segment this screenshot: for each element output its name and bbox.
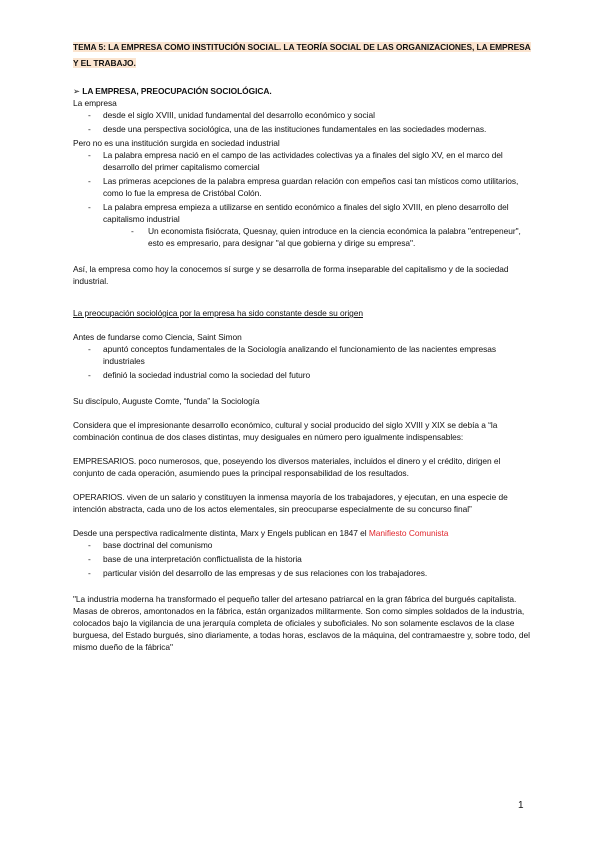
subsection-heading: La preocupación sociológica por la empresa ha sido constante desde su origen [73,308,363,318]
list-item-text: desde una perspectiva sociológica, una de las instituciones fundamentales en las sociedades modernas. [103,124,487,134]
dash-bullet: - [88,344,91,354]
list-item [73,123,533,135]
dash-bullet: - [88,568,91,578]
operarios-paragraph: OPERARIOS. viven de un salario y constituyen la inmensa mayoría de los trabajadores, y ejecutan, en una especie de intención abstracta, cada uno de los actos elementales, sin preocuparse especialmente de su concurso final” [73,492,508,514]
empresa-list [73,109,533,135]
list-item-text: apuntó conceptos fundamentales de la Sociología analizando el funcionamiento de las nacientes empresas industriales [103,344,496,366]
sub-list-item-text: Un economista fisiócrata, Quesnay, quien introduce en la ciencia económica la palabra "entrepeneur", esto es empresario, para designar "al que gobierna y dirige su empresa". [148,226,521,248]
document-title: TEMA 5: LA EMPRESA COMO INSTITUCIÓN SOCIAL. LA TEORÍA SOCIAL DE LAS ORGANIZACIONES, LA EMPRESA Y EL TRABAJO. [73,42,531,68]
list-item [73,539,533,551]
dash-bullet: - [88,540,91,550]
list-item-text: Las primeras acepciones de la palabra empresa guardan relación con empeños casi tan místicos como utilitarios, como lo fue la empresa de Cristóbal Colón. [103,176,519,198]
sub-list [73,225,533,249]
sub-list-item [73,225,533,249]
list-item-text: La palabra empresa empieza a utilizarse en sentido económico a finales del siglo XVIII, en pleno desarrollo del capitalismo industrial [103,202,509,224]
comte-quote-paragraph: Considera que el impresionante desarrollo económico, cultural y social producido del siglo XVIII y XIX se debía a “la combinación continua de dos clases distintas, muy desiguales en número pero igualmente indispensables: [73,420,498,442]
dash-bullet: - [88,554,91,564]
intro-la-empresa: La empresa [73,98,117,108]
dash-bullet: - [88,150,91,160]
list-item-text: base doctrinal del comunismo [103,540,213,550]
marx-intro-text: Desde una perspectiva radicalmente distinta, Marx y Engels publican en 1847 el [73,528,369,538]
empresarios-paragraph: EMPRESARIOS. poco numerosos, que, poseyendo los diversos materiales, incluidos el dinero y el crédito, dirigen el conjunto de cada operación, asumiendo pues la principal responsabilidad de los resultados. [73,456,501,478]
title-block [73,40,533,71]
conclusion-paragraph: Así, la empresa como hoy la conocemos sí surge y se desarrolla de forma inseparable del capitalismo y de la sociedad industrial. [73,264,509,286]
marx-quote-paragraph: "La industria moderna ha transformado el pequeño taller del artesano patriarcal en la gran fábrica del burgués capitalista. Masas de obreros, amontonados en la fábrica, están organizados militarmente. Son como simples soldados de la industria, colocados bajo la vigilancia de una jerarquía completa de oficiales y suboficiales. No son solamente esclavos de la clase burguesa, del Estado burgués, sino diariamente, a todas horas, esclavos de la máquina, del contramaestre y, sobre todo, del mismo dueño de la fábrica" [73,594,530,652]
arrow-bullet-icon: ➢ [73,86,80,96]
list-item [73,201,533,249]
list-item-text: definió la sociedad industrial como la sociedad del futuro [103,370,311,380]
list-item [73,343,533,367]
dash-bullet: - [88,110,91,120]
dash-bullet: - [88,202,91,212]
marx-list [73,539,533,579]
list-item [73,175,533,199]
dash-bullet: - [88,370,91,380]
dash-bullet: - [88,124,91,134]
list-item-text: base de una interpretación conflictualista de la historia [103,554,302,564]
saint-simon-list [73,343,533,381]
manifiesto-link[interactable]: Manifiesto Comunista [368,528,449,538]
dash-bullet: - [131,226,134,236]
origin-list [73,149,533,249]
section-heading-text: LA EMPRESA, PREOCUPACIÓN SOCIOLÓGICA. [82,86,272,96]
dash-bullet: - [88,176,91,186]
list-item [73,369,533,381]
list-item [73,109,533,121]
saint-simon-intro: Antes de fundarse como Ciencia, Saint Simon [73,332,242,342]
marx-intro [73,527,533,539]
list-item-text: La palabra empresa nació en el campo de las actividades colectivas ya a finales del siglo XV, en el marco del desarrollo del primer capitalismo comercial [103,150,503,172]
list-item [73,567,533,579]
page-content [73,40,533,653]
intro-pero: Pero no es una institución surgida en sociedad industrial [73,138,280,148]
list-item-text: particular visión del desarrollo de las empresas y de sus relaciones con los trabajadores. [103,568,428,578]
section-heading [73,85,533,97]
comte-paragraph: Su discípulo, Auguste Comte, “funda” la Sociología [73,396,260,406]
page-number: 1 [518,800,524,811]
list-item [73,149,533,173]
list-item [73,553,533,565]
list-item-text: desde el siglo XVIII, unidad fundamental del desarrollo económico y social [103,110,375,120]
